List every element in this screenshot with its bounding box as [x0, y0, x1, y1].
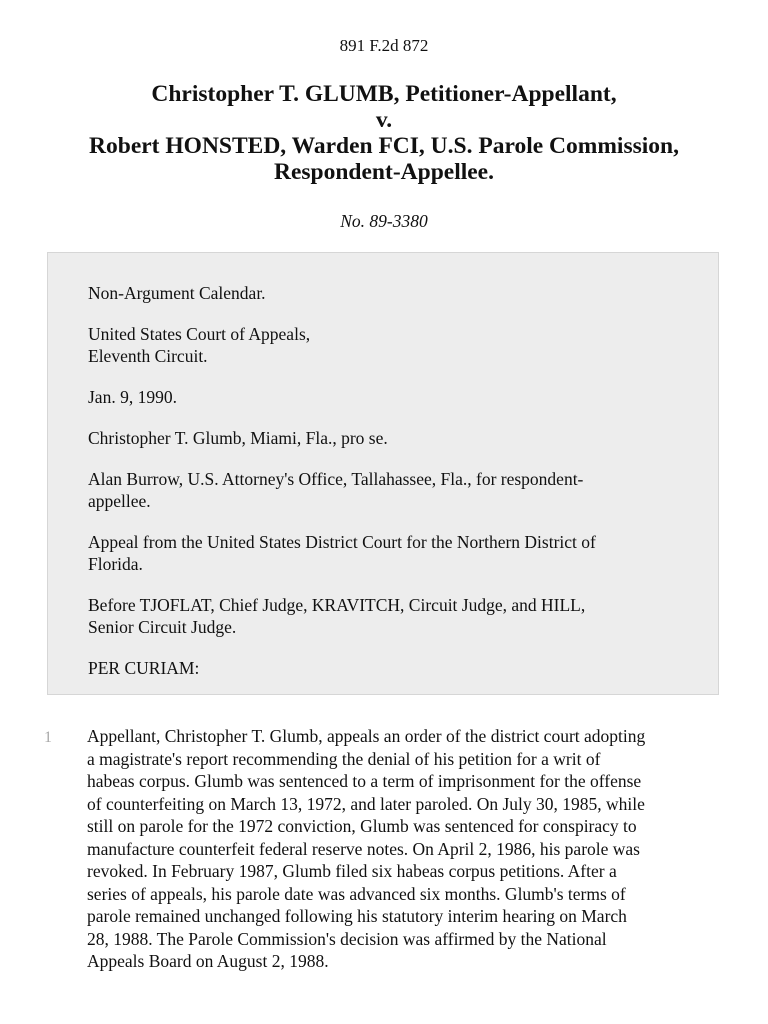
caption-respondent: Robert HONSTED, Warden FCI, U.S. Parole Commission,: [89, 133, 679, 159]
appeal-source-line2: Florida.: [88, 554, 143, 574]
paragraph-text: [87, 725, 737, 973]
petitioner-counsel: Christopher T. Glumb, Miami, Fla., pro se.: [88, 428, 388, 448]
court-name-line1: United States Court of Appeals,: [88, 324, 311, 344]
paragraph-line: Appellant, Christopher T. Glumb, appeals an order of the district court adopting: [87, 726, 646, 746]
paragraph-line: still on parole for the 1972 conviction, Glumb was sentenced for conspiracy to: [87, 816, 637, 836]
caption-petitioner: Christopher T. GLUMB, Petitioner-Appellant,: [151, 81, 617, 107]
paragraph-line: habeas corpus. Glumb was sentenced to a term of imprisonment for the offense: [87, 771, 642, 791]
appeal-source-line1: Appeal from the United States District Court for the Northern District of: [88, 532, 596, 552]
caption-respondent-role: Respondent-Appellee.: [274, 159, 494, 185]
paragraph-number: 1: [44, 729, 52, 746]
case-citation: 891 F.2d 872: [339, 36, 429, 55]
docket-number: No. 89-3380: [340, 211, 428, 231]
paragraph-line: a magistrate's report recommending the denial of his petition for a writ of: [87, 748, 601, 769]
paragraph-line: manufacture counterfeit federal reserve notes. On April 2, 1986, his parole was: [87, 838, 640, 859]
case-info-box: [47, 252, 719, 695]
case-caption: [0, 81, 768, 185]
court-name-line2: Eleventh Circuit.: [88, 346, 208, 366]
caption-versus: v.: [375, 107, 393, 133]
paragraph-line: series of appeals, his parole date was advanced six months. Glumb's terms of: [87, 883, 626, 904]
respondent-counsel-line1: Alan Burrow, U.S. Attorney's Office, Tallahassee, Fla., for respondent-: [88, 469, 584, 489]
paragraph-line: Appeals Board on August 2, 1988.: [87, 951, 329, 971]
panel-judges-line1: Before TJOFLAT, Chief Judge, KRAVITCH, Circuit Judge, and HILL,: [88, 595, 586, 615]
per-curiam-heading: PER CURIAM:: [88, 658, 200, 678]
paragraph-line: parole remained unchanged following his statutory interim hearing on March: [87, 906, 627, 926]
paragraph-line: of counterfeiting on March 13, 1972, and later paroled. On July 30, 1985, while: [87, 793, 645, 814]
panel-judges-line2: Senior Circuit Judge.: [88, 617, 237, 637]
paragraph-line: 28, 1988. The Parole Commission's decision was affirmed by the National: [87, 928, 607, 949]
paragraph-line: revoked. In February 1987, Glumb filed six habeas corpus petitions. After a: [87, 861, 617, 881]
respondent-counsel-line2: appellee.: [88, 491, 151, 511]
calendar-type: Non-Argument Calendar.: [88, 283, 266, 303]
decision-date: Jan. 9, 1990.: [88, 387, 177, 407]
